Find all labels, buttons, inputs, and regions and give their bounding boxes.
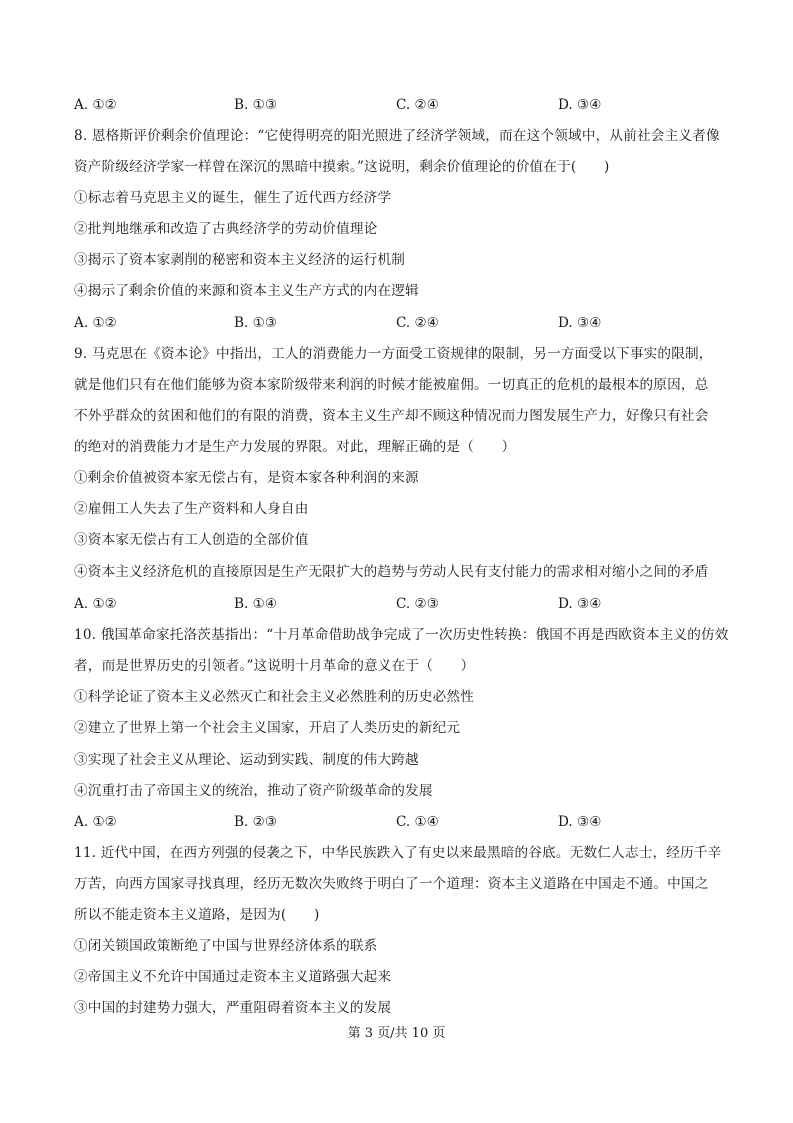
q9-stem-line-4: 的绝对的消费能力才是生产力发展的界限。对此，理解正确的是（ ） bbox=[74, 439, 516, 455]
q7-option-c: C. ②④ bbox=[396, 97, 439, 113]
q9-item-4: ④资本主义经济危机的直接原因是生产无限扩大的趋势与劳动人民有支付能力的需求相对缩小之间的矛盾 bbox=[74, 564, 709, 580]
q10-item-1: ①科学论证了资本主义必然灭亡和社会主义必然胜利的历史必然性 bbox=[74, 689, 475, 705]
q7-option-a: A. ①② bbox=[74, 97, 117, 113]
q10-item-2: ②建立了世界上第一个社会主义国家，开启了人类历史的新纪元 bbox=[74, 720, 461, 736]
q8-stem-line-1: 8. 恩格斯评价剩余价值理论：“它使得明亮的阳光照进了经济学领域，而在这个领域中，从前社会主义者像 bbox=[74, 128, 720, 144]
q7-option-d: D. ③④ bbox=[558, 97, 602, 113]
page-footer: 第 3 页/共 10 页 bbox=[347, 1026, 446, 1041]
q8-option-c: C. ②④ bbox=[396, 315, 439, 331]
q10-options bbox=[74, 812, 734, 832]
q9-stem-line-2: 就是他们只有在他们能够为资本家阶级带来利润的时候才能被雇佣。一切真正的危机的最根本的原因，总 bbox=[74, 377, 709, 393]
q8-item-3: ③揭示了资本家剥削的秘密和资本主义经济的运行机制 bbox=[74, 252, 406, 268]
q9-option-d: D. ③④ bbox=[558, 596, 602, 612]
q10-stem-line-1: 10. 俄国革命家托洛茨基指出：“十月革命借助战争完成了一次历史性转换：俄国不再是西欧资本主义的仿效 bbox=[74, 627, 729, 643]
q7-option-b: B. ①③ bbox=[234, 97, 278, 113]
q11-item-3: ③中国的封建势力强大，严重阻碍着资本主义的发展 bbox=[74, 1000, 392, 1016]
q7-options bbox=[74, 95, 734, 115]
q9-stem-line-3: 不外乎群众的贫困和他们的有限的消费，资本主义生产却不顾这种情况而力图发展生产力，好像只有社会 bbox=[74, 408, 709, 424]
q9-option-a: A. ①② bbox=[74, 596, 117, 612]
q8-options bbox=[74, 313, 734, 333]
q10-stem-line-2: 者，而是世界历史的引领者。”这说明十月革命的意义在于（ ） bbox=[74, 658, 475, 674]
q10-option-a: A. ①② bbox=[74, 814, 117, 830]
q11-stem-line-3: 所以不能走资本主义道路，是因为( ) bbox=[74, 907, 320, 923]
q11-stem-line-1: 11. 近代中国，在西方列强的侵袭之下，中华民族跌入了有史以来最黑暗的谷底。无数仁人志士，经历千辛 bbox=[74, 845, 722, 861]
q10-item-4: ④沉重打击了帝国主义的统治，推动了资产阶级革命的发展 bbox=[74, 783, 433, 799]
q8-item-4: ④揭示了剩余价值的来源和资本主义生产方式的内在逻辑 bbox=[74, 283, 419, 299]
q11-item-2: ②帝国主义不允许中国通过走资本主义道路强大起来 bbox=[74, 969, 392, 985]
q8-option-b: B. ①③ bbox=[234, 315, 278, 331]
q10-item-3: ③实现了社会主义从理论、运动到实践、制度的伟大跨越 bbox=[74, 752, 419, 768]
q8-item-1: ①标志着马克思主义的诞生，催生了近代西方经济学 bbox=[74, 190, 392, 206]
q9-option-c: C. ②③ bbox=[396, 596, 439, 612]
q9-item-2: ②雇佣工人失去了生产资料和人身自由 bbox=[74, 501, 309, 517]
q10-option-c: C. ①④ bbox=[396, 814, 439, 830]
q10-option-d: D. ③④ bbox=[558, 814, 602, 830]
q9-item-1: ①剩余价值被资本家无偿占有，是资本家各种利润的来源 bbox=[74, 470, 419, 486]
q9-options bbox=[74, 594, 734, 614]
q8-stem-line-2: 资产阶级经济学家一样曾在深沉的黑暗中摸索。”这说明，剩余价值理论的价值在于( ) bbox=[74, 159, 610, 175]
q8-option-a: A. ①② bbox=[74, 315, 117, 331]
q11-item-1: ①闭关锁国政策断绝了中国与世界经济体系的联系 bbox=[74, 938, 378, 954]
q8-option-d: D. ③④ bbox=[558, 315, 602, 331]
q10-option-b: B. ②③ bbox=[234, 814, 278, 830]
q11-stem-line-2: 万苦，向西方国家寻找真理，经历无数次失败终于明白了一个道理：资本主义道路在中国走不通。中国之 bbox=[74, 876, 709, 892]
q9-option-b: B. ①④ bbox=[234, 596, 278, 612]
q9-stem-line-1: 9. 马克思在《资本论》中指出，工人的消费能力一方面受工资规律的限制，另一方面受以下事实的限制， bbox=[74, 346, 713, 362]
q9-item-3: ③资本家无偿占有工人创造的全部价值 bbox=[74, 532, 309, 548]
q8-item-2: ②批判地继承和改造了古典经济学的劳动价值理论 bbox=[74, 221, 378, 237]
